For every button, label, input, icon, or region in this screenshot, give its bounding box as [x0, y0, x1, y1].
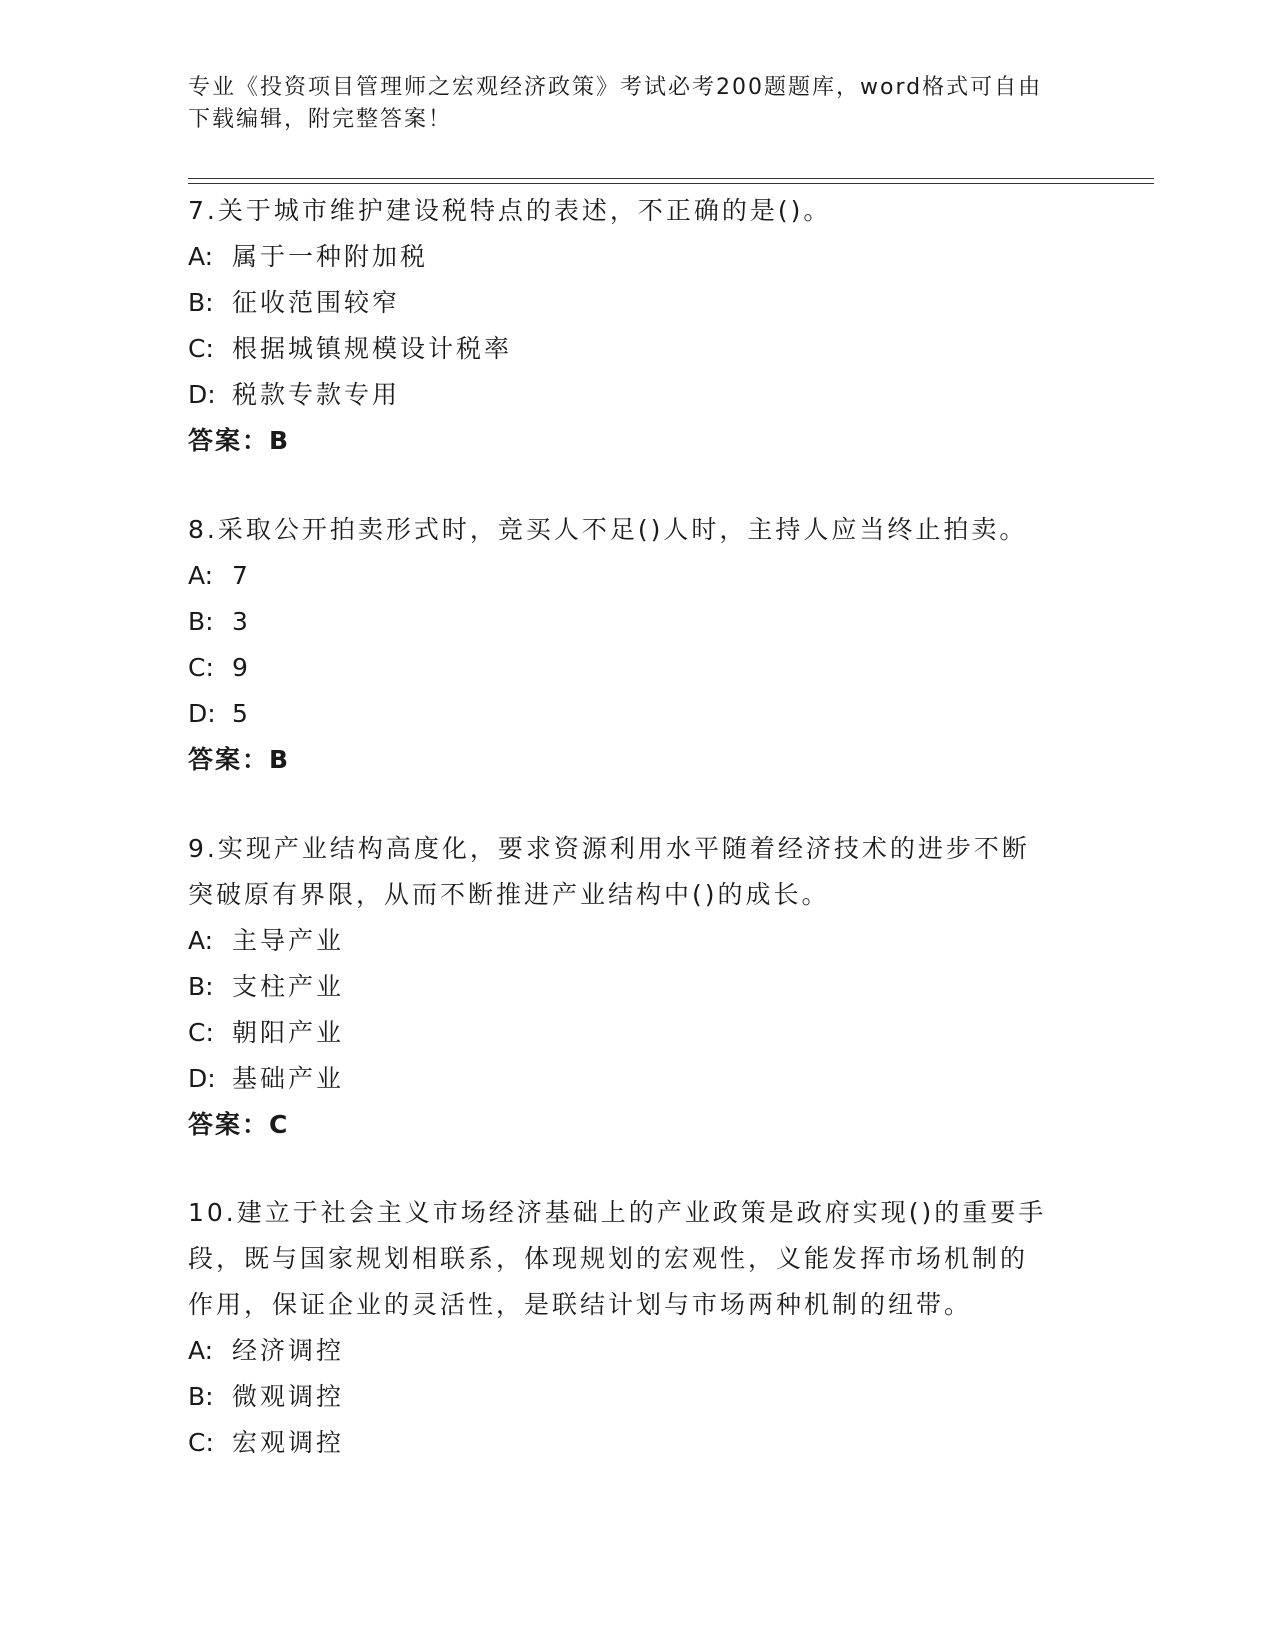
option-a	[188, 234, 1088, 280]
answer: 答案：B	[188, 745, 291, 774]
option-text: 7	[232, 561, 251, 590]
option-label: A:	[188, 1336, 214, 1365]
question-stem: 9.实现产业结构高度化，要求资源利用水平随着经济技术的进步不断	[188, 834, 1030, 863]
option-text: 属于一种附加税	[232, 242, 429, 271]
option-a	[188, 918, 1088, 964]
option-d	[188, 691, 1088, 737]
option-text: 经济调控	[232, 1336, 345, 1365]
option-c	[188, 645, 1088, 691]
header-divider-top	[188, 178, 1154, 179]
question-stem: 10.建立于社会主义市场经济基础上的产业政策是政府实现()的重要手	[188, 1198, 1047, 1227]
option-label: D:	[188, 699, 216, 728]
option-c	[188, 1420, 1088, 1466]
option-text: 5	[232, 699, 251, 728]
option-label: A:	[188, 926, 214, 955]
option-text: 根据城镇规模设计税率	[232, 334, 513, 363]
option-text: 主导产业	[232, 926, 345, 955]
option-label: B:	[188, 972, 214, 1001]
option-text: 税款专款专用	[232, 380, 401, 409]
option-label: D:	[188, 380, 216, 409]
option-text: 支柱产业	[232, 972, 345, 1001]
question-stem: 7.关于城市维护建设税特点的表述，不正确的是()。	[188, 196, 832, 225]
question-8	[188, 507, 1088, 783]
answer: 答案：B	[188, 426, 291, 455]
option-text: 征收范围较窄	[232, 288, 401, 317]
option-c	[188, 326, 1088, 372]
option-label: B:	[188, 607, 214, 636]
option-c	[188, 1010, 1088, 1056]
question-10	[188, 1190, 1088, 1466]
option-label: A:	[188, 561, 214, 590]
option-label: A:	[188, 242, 214, 271]
document-header	[188, 72, 1088, 136]
question-stem: 段，既与国家规划相联系，体现规划的宏观性，义能发挥市场机制的	[188, 1244, 1029, 1273]
option-label: B:	[188, 1382, 214, 1411]
question-stem: 作用，保证企业的灵活性，是联结计划与市场两种机制的纽带。	[188, 1290, 973, 1319]
header-line-1: 专业《投资项目管理师之宏观经济政策》考试必考200题题库，word格式可自由	[188, 75, 1043, 100]
option-text: 基础产业	[232, 1064, 345, 1093]
option-b	[188, 280, 1088, 326]
option-a	[188, 1328, 1088, 1374]
header-line-2: 下载编辑，附完整答案！	[188, 107, 453, 132]
option-d	[188, 372, 1088, 418]
option-text: 朝阳产业	[232, 1018, 345, 1047]
option-text: 9	[232, 653, 251, 682]
question-stem: 突破原有界限，从而不断推进产业结构中()的成长。	[188, 880, 830, 909]
question-7	[188, 188, 1088, 464]
option-label: D:	[188, 1064, 216, 1093]
option-label: C:	[188, 1428, 214, 1457]
option-b	[188, 964, 1088, 1010]
question-9	[188, 826, 1088, 1148]
option-text: 3	[232, 607, 251, 636]
header-divider-bottom	[188, 183, 1154, 184]
option-label: B:	[188, 288, 214, 317]
option-text: 微观调控	[232, 1382, 345, 1411]
option-label: C:	[188, 334, 214, 363]
question-stem: 8.采取公开拍卖形式时，竞买人不足()人时，主持人应当终止拍卖。	[188, 515, 1028, 544]
answer: 答案：C	[188, 1110, 290, 1139]
option-b	[188, 599, 1088, 645]
option-label: C:	[188, 1018, 214, 1047]
option-text: 宏观调控	[232, 1428, 345, 1457]
option-label: C:	[188, 653, 214, 682]
option-b	[188, 1374, 1088, 1420]
option-d	[188, 1056, 1088, 1102]
option-a	[188, 553, 1088, 599]
